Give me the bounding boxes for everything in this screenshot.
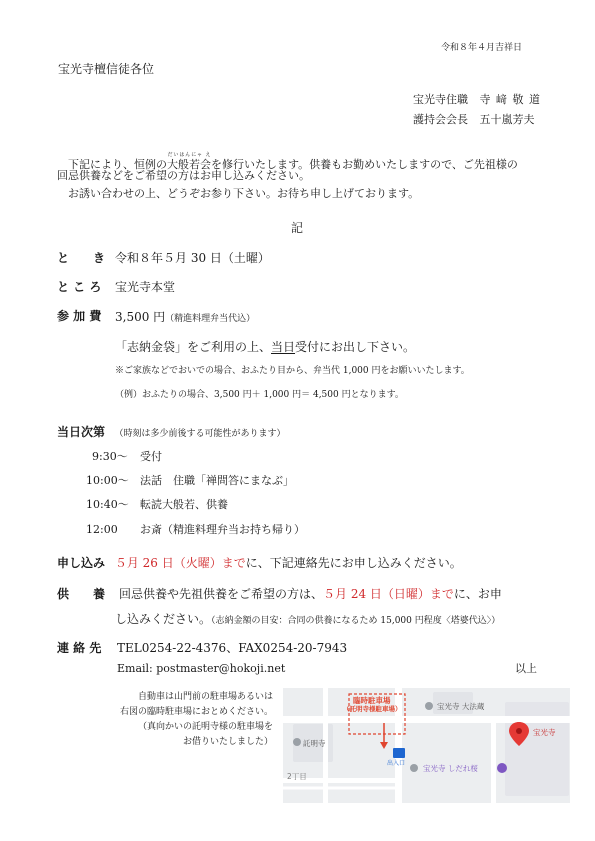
map-temp-parking-l2: （託明寺様駐車場） (343, 705, 402, 713)
kuyo-text-c: し込みください。 (115, 612, 212, 626)
intro-text-b: を修行いたします。供養もお勤めいたしますので、ご先祖様の (211, 158, 518, 171)
apply-deadline: ５月 26 日（火曜）まで (114, 556, 246, 570)
fee-label: 参 加 費 (57, 309, 102, 323)
contact-tel: TEL0254-22-4376、FAX0254-20-7943 (117, 641, 348, 655)
ki-heading: 記 (291, 221, 304, 235)
map-daihozo: 宝光寺 大法蔵 (437, 702, 485, 711)
schedule-time-2: 10:00〜 (86, 474, 129, 487)
kuyo-line-2 (115, 612, 500, 627)
schedule-time-4: 12:00 (86, 523, 118, 536)
ruby-text: だいはんにゃ え (167, 152, 211, 158)
map-district: 2丁目 (287, 772, 307, 781)
schedule-text-2: 法話 住職「禅問答にまなぶ」 (140, 474, 294, 487)
map-entrance: 出入口 (387, 760, 406, 767)
bag-text-a: 「志納金袋」をご利用の上、 (115, 340, 272, 354)
schedule-time-1: 9:30〜 (92, 450, 128, 463)
bag-text-underlined: 当日 (271, 340, 296, 354)
parking-line-4: お借りいたしました） (182, 737, 273, 747)
sender-line-2 (413, 113, 535, 126)
sender-name-2: 五十嵐芳夫 (479, 113, 535, 126)
schedule-header (57, 425, 286, 440)
fee-amount: 3,500 円 (115, 310, 166, 324)
toki-value: 令和８年５月 30 日（土曜） (115, 251, 270, 265)
apply-rest: に、下記連絡先にお申し込みください。 (245, 556, 462, 570)
schedule-text-3: 転読大般若、供養 (140, 498, 228, 511)
apply-line (57, 556, 462, 570)
schedule-text-1: 受付 (140, 450, 162, 463)
recipient: 宝光寺檀信徒各位 (58, 62, 155, 76)
kuyo-label: 供 養 (57, 587, 106, 601)
sender-line-1 (413, 93, 541, 106)
contact-email: Email: postmaster@hokoji.net (117, 662, 286, 675)
schedule-text-4: お斎（精進料理弁当お持ち帰り） (140, 523, 305, 536)
fee-note: （精進料理弁当代込） (165, 314, 256, 324)
map-shidarezakura: 宝光寺 しだれ桜 (423, 764, 478, 773)
contact-label: 連 絡 先 (57, 641, 102, 655)
intro-line-3: お誘い合わせの上、どうぞお参り下さい。お待ち申し上げております。 (68, 187, 420, 200)
bag-text-b: 受付にお出し下さい。 (295, 340, 416, 354)
apply-label: 申し込み (57, 556, 106, 570)
intro-line-2: 回忌供養などをご希望の方はお申し込みください。 (57, 169, 310, 182)
fee-example: （例）おふたりの場合、3,500 円＋ 1,000 円＝ 4,500 円となります。 (115, 390, 404, 400)
issue-date: 令和８年４月吉祥日 (441, 43, 523, 53)
parking-line-1: 自動車は山門前の駐車場あるいは (137, 692, 273, 702)
schedule-note: （時刻は多少前後する可能性があります） (114, 429, 286, 439)
ruby-base: 大般若会 (167, 158, 211, 171)
parking-note (103, 690, 273, 750)
toki-label: と き (57, 251, 106, 265)
kuyo-text-a: 回忌供養や先祖供養をご希望の方は、 (119, 587, 324, 601)
parking-map (283, 688, 570, 803)
kuyo-text-b: に、お申 (453, 587, 502, 601)
map-graphic (283, 688, 570, 803)
sender-role-1: 宝光寺住職 (413, 93, 468, 106)
tokoro-label: と こ ろ (57, 280, 102, 294)
kuyo-line-1 (119, 587, 502, 601)
map-temp-parking-l1: 臨時駐車場 (353, 696, 391, 705)
fee-line (115, 310, 255, 325)
family-note: ※ご家族などでおいでの場合、おふたり目から、弁当代 1,000 円をお願いいたします。 (115, 366, 470, 376)
kuyo-deadline: ５月 24 日（日曜）まで (323, 587, 454, 601)
sender-name-1: 寺 﨑 敬 道 (479, 93, 541, 106)
schedule-label: 当日次第 (57, 425, 106, 439)
map-takumyoji: 託明寺 (303, 739, 326, 748)
end-mark: 以上 (515, 662, 537, 675)
map-hokoji: 宝光寺 (533, 728, 556, 737)
bag-line (115, 340, 415, 354)
sender-role-2: 護持会会長 (413, 113, 468, 126)
intro-text-a: 下記により、恒例の (68, 158, 167, 171)
schedule-time-3: 10:40〜 (86, 498, 129, 511)
kuyo-note: （志納金額の目安：合同の供養になるため 15,000 円程度〈塔婆代込〉） (211, 616, 501, 626)
parking-line-2: 右図の臨時駐車場におとめください。 (119, 707, 273, 717)
tokoro-value: 宝光寺本堂 (115, 280, 176, 294)
parking-line-3: （真向かいの託明寺様の駐車場を (137, 722, 273, 732)
